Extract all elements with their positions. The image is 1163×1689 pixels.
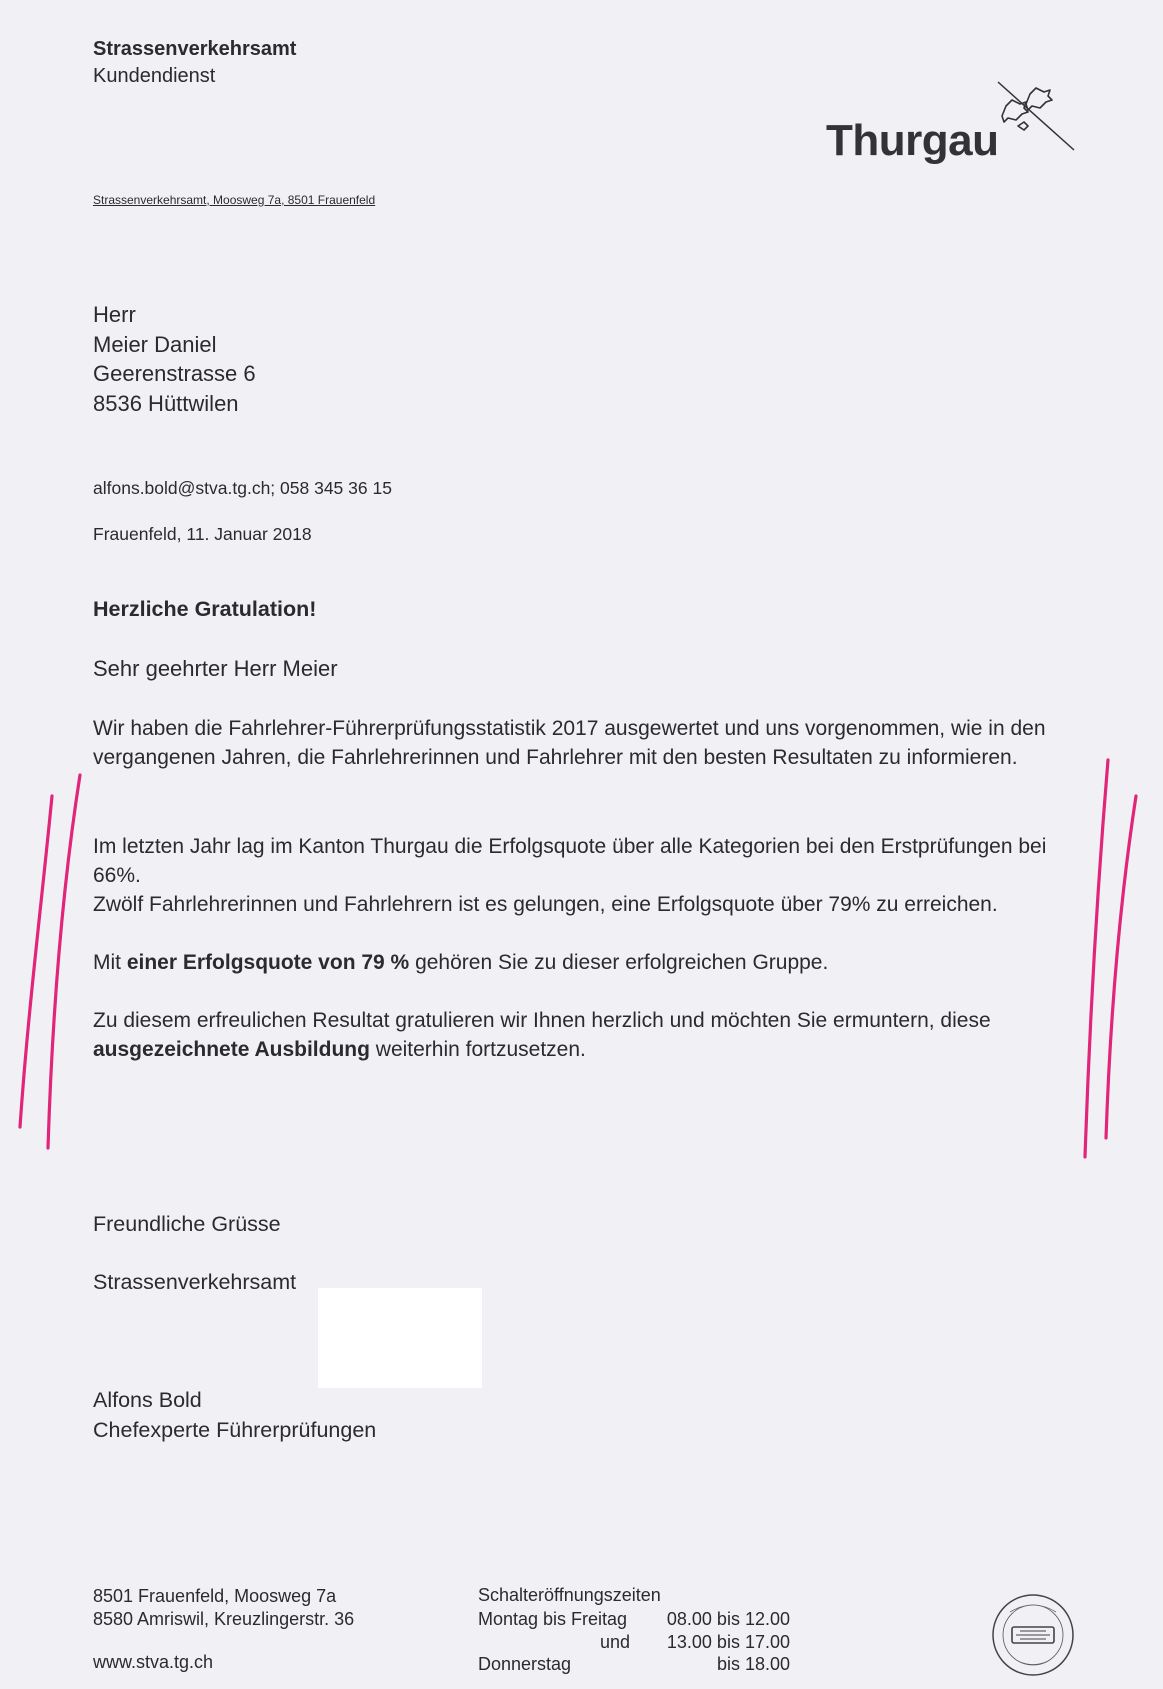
letter-date: Frauenfeld, 11. Januar 2018: [93, 524, 312, 544]
paragraph-2-line-1: Im letzten Jahr lag im Kanton Thurgau die Erfolgsquote über alle Kategorien bei den Erstprüfungen bei 66%.: [93, 835, 1047, 887]
highlighter-stroke-left-2: [48, 775, 80, 1148]
opening-hours-title: Schalteröffnungszeiten: [478, 1585, 661, 1605]
hours-row: [478, 1653, 790, 1676]
p3-bold: einer Erfolgsquote von 79 %: [126, 951, 410, 974]
hours-days: und: [599, 1631, 630, 1652]
highlighter-stroke-right-1: [1085, 760, 1108, 1157]
footer-address-1: 8501 Frauenfeld, Moosweg 7a: [93, 1586, 337, 1606]
hours-time: bis 18.00: [716, 1654, 790, 1674]
hours-row: [478, 1608, 790, 1631]
signer-role: Chefexperte Führerprüfungen: [93, 1418, 377, 1442]
contact-line: alfons.bold@stva.tg.ch; 058 345 36 15: [93, 478, 392, 498]
footer-addresses: [93, 1585, 354, 1630]
hours-row: [478, 1631, 790, 1654]
sender-name: Strassenverkehrsamt: [93, 38, 297, 60]
sender-department: Kundendienst: [93, 65, 216, 87]
subject: Herzliche Gratulation!: [93, 597, 317, 621]
hours-time: 13.00 bis 17.00: [666, 1631, 790, 1652]
highlighter-stroke-left-1: [20, 796, 52, 1127]
redacted-signature: [318, 1288, 482, 1388]
sgs-certification-seal-icon: [990, 1592, 1076, 1678]
recipient-street: Geerenstrasse 6: [93, 361, 256, 386]
footer-address-2: 8580 Amriswil, Kreuzlingerstr. 36: [93, 1608, 355, 1629]
p4-post: weiterhin fortzusetzen.: [369, 1038, 586, 1061]
paragraph-3: [93, 948, 1083, 977]
return-address: Strassenverkehrsamt, Moosweg 7a, 8501 Frauenfeld: [93, 193, 376, 207]
paragraph-2: [93, 832, 1083, 919]
thurgau-logo: [826, 80, 1086, 170]
paragraph-1: Wir haben die Fahrlehrer-Führerprüfungsstatistik 2017 ausgewertet und uns vorgenommen, wie in den vergangenen Jahren, die Fahrlehrerinnen und Fahrlehrer mit den besten Resultaten zu informieren.: [93, 717, 1046, 769]
closing: Freundliche Grüsse: [93, 1212, 281, 1236]
recipient-name: Meier Daniel: [93, 331, 217, 357]
hours-days: Donnerstag: [478, 1654, 572, 1674]
hours-time: 08.00 bis 12.00: [666, 1609, 790, 1629]
logo-text: Thurgau: [826, 116, 999, 165]
footer-website[interactable]: www.stva.tg.ch: [93, 1652, 214, 1672]
highlighter-stroke-right-2: [1106, 796, 1136, 1138]
lions-coat-of-arms-icon: [996, 80, 1076, 152]
p3-post: gehören Sie zu dieser erfolgreichen Gruppe.: [409, 951, 829, 974]
recipient-address: [93, 300, 256, 418]
recipient-city: 8536 Hüttwilen: [93, 390, 239, 416]
signer-name: Alfons Bold: [93, 1388, 202, 1412]
salutation: Sehr geehrter Herr Meier: [93, 656, 338, 681]
p3-pre: Mit: [93, 951, 127, 974]
paragraph-2-line-2: Zwölf Fahrlehrerinnen und Fahrlehrern ist es gelungen, eine Erfolgsquote über 79% zu erreichen.: [93, 893, 998, 916]
paragraph-4: [93, 1006, 1083, 1064]
p4-pre: Zu diesem erfreulichen Resultat gratulieren wir Ihnen herzlich und möchten Sie ermuntern, diese: [93, 1009, 991, 1032]
signature-org: Strassenverkehrsamt: [93, 1270, 297, 1294]
signer: [93, 1385, 376, 1445]
p4-bold: ausgezeichnete Ausbildung: [93, 1038, 370, 1061]
hours-days: Montag bis Freitag: [478, 1609, 628, 1629]
recipient-title: Herr: [93, 302, 136, 327]
opening-hours: [478, 1608, 790, 1676]
